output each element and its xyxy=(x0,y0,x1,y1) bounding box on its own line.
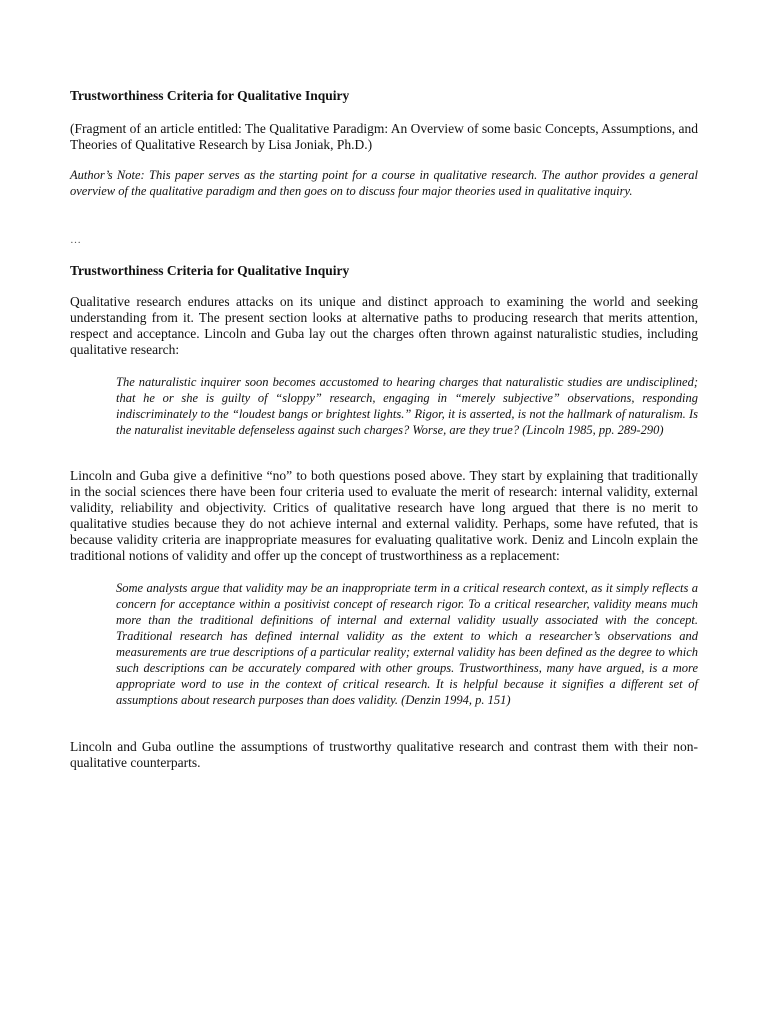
ellipsis-separator: … xyxy=(70,234,81,246)
block-quote-2: Some analysts argue that validity may be an inappropriate term in a critical research context, as it simply reflects a concern for acceptance within a positivist concept of research rigor. To a critical researcher, validity means much more than the traditional definitions of internal and external validity usually associated with the concept. Traditional research has defined internal validity as the extent to which a researcher’s observations and measurements are true descriptions of a particular reality; external validity has been defined as the degree to which such descriptions can be accurately compared with other groups. Trustworthiness, many have argued, is a more appropriate word to use in the context of critical research. It is helpful because it signifies a different set of assumptions about research purposes than does validity. (Denzin 1994, p. 151) xyxy=(116,581,698,707)
document-title: Trustworthiness Criteria for Qualitative Inquiry xyxy=(70,88,350,103)
document-page xyxy=(70,0,698,1024)
section-heading: Trustworthiness Criteria for Qualitative Inquiry xyxy=(70,263,350,278)
body-paragraph-1: Qualitative research endures attacks on its unique and distinct approach to examining the world and seeking understanding from it. The present section looks at alternative paths to producing research that merits attention, respect and acceptance. Lincoln and Guba lay out the charges often thrown against naturalistic studies, including qualitative research: xyxy=(70,294,698,357)
block-quote-1: The naturalistic inquirer soon becomes accustomed to hearing charges that naturalistic studies are undisciplined; that he or she is guilty of “sloppy” research, engaging in “merely subjective” observations, responding indiscriminately to the “loudest bangs or brightest lights.” Rigor, it is asserted, is not the hallmark of naturalism. Is the naturalist inevitable defenseless against such charges? Worse, are they true? (Lincoln 1985, pp. 289-290) xyxy=(116,375,698,437)
fragment-note: (Fragment of an article entitled: The Qualitative Paradigm: An Overview of some basic Concepts, Assumptions, and Theories of Qualitative Research by Lisa Joniak, Ph.D.) xyxy=(70,121,698,152)
author-note: Author’s Note: This paper serves as the starting point for a course in qualitative research. The author provides a general overview of the qualitative paradigm and then goes on to discuss four major theories used in qualitative inquiry. xyxy=(70,168,698,198)
body-paragraph-3: Lincoln and Guba outline the assumptions of trustworthy qualitative research and contrast them with their non-qualitative counterparts. xyxy=(70,739,698,770)
body-paragraph-2: Lincoln and Guba give a definitive “no” to both questions posed above. They start by explaining that traditionally in the social sciences there have been four criteria used to evaluate the merit of research: internal validity, external validity, reliability and objectivity. Critics of qualitative research have long argued that there is no merit to qualitative studies because they do not achieve internal and external validity. Perhaps, some have refuted, that is because validity criteria are inappropriate measures for evaluating qualitative work. Deniz and Lincoln explain the traditional notions of validity and offer up the concept of trustworthiness as a replacement: xyxy=(70,468,698,563)
